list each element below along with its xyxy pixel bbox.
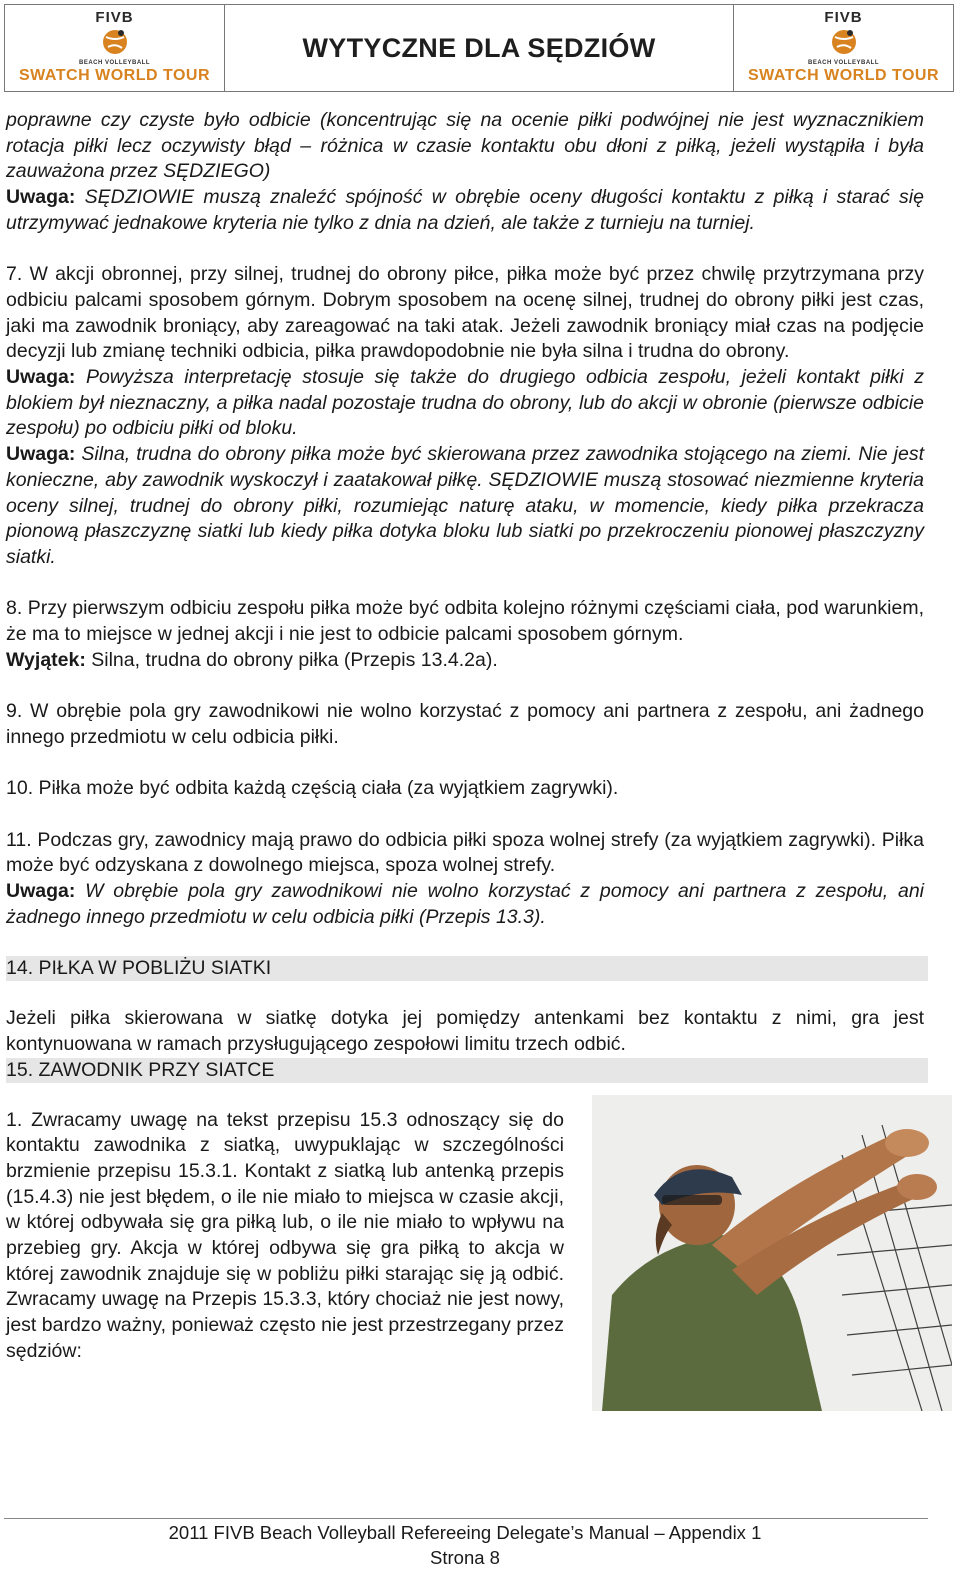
note-text: SĘDZIOWIE muszą znaleźć spójność w obrębie oceny długości kontaktu z piłką i starać się utrzymywać jednakowe kryteria nie tylko z dnia na dzień, ale także z turnieju na turniej. — [6, 186, 924, 234]
logo-subtitle: BEACH VOLLEYBALL — [79, 60, 150, 66]
item-7: 7. W akcji obronnej, przy silnej, trudnej do obrony piłce, piłka może być przez chwilę przytrzymana przy odbiciu palcami sposobem górnym. Dobrym sposobem na ocenę silnej, trudnej do obrony piłki jest czas, jaki ma zawodnik broniący, aby zareagować na taki atak. Jeżeli zawodnik broniący miał czas na podjęcie decyzji lub zmianę techniki odbicia, piłka prawdopodobnie nie była silna i trudna do obrony. — [6, 263, 924, 363]
note-label: Uwaga: — [6, 880, 76, 903]
page-footer — [0, 1520, 930, 1570]
section-15-content — [6, 1108, 924, 1411]
section-14-text: Jeżeli piłka skierowana w siatkę dotyka jej pomiędzy antenkami bez kontaktu z nimi, gra jest kontynuowana w ramach przysługującego zespołowi limitu trzech odbić. — [6, 1007, 924, 1055]
exception-label: Wyjątek: — [6, 648, 86, 671]
footer-manual-title: 2011 FIVB Beach Volleyball Refereeing Delegate’s Manual – Appendix 1 — [168, 1522, 762, 1543]
item-11: 11. Podczas gry, zawodnicy mają prawo do odbicia piłki spoza wolnej strefy (za wyjątkiem zagrywki). Piłka może być odzyskana z dowolnego miejsca, spoza wolnej strefy. — [6, 828, 924, 877]
document-body — [6, 108, 924, 1411]
note-paragraph — [6, 879, 924, 930]
footer-divider — [4, 1518, 928, 1519]
note-text: Powyższa interpretację stosuje się także do drugiego odbicia zespołu, jeżeli kontakt piłki z blokiem był nieznaczny, a piłka nadal pozostaje trudna do obrony, lub do akcji w obronie (pierwsze odbicie zespołu) po odbiciu piłki od bloku. — [6, 366, 924, 440]
logo-tour-text: SWATCH WORLD TOUR — [748, 67, 939, 84]
note-label: Uwaga: — [6, 443, 76, 466]
note-label: Uwaga: — [6, 366, 76, 389]
player-blocking-illustration — [592, 1095, 952, 1411]
item-10: 10. Piłka może być odbita każdą częścią ciała (za wyjątkiem zagrywki). — [6, 777, 619, 800]
logo-tour-text: SWATCH WORLD TOUR — [19, 67, 210, 84]
note-paragraph — [6, 185, 924, 236]
note-text: Silna, trudna do obrony piłka może być skierowana przez zawodnika stojącego na ziemi. Nie jest konieczne, aby zawodnik wyskoczył i zaatakował piłkę. SĘDZIOWIE muszą stosować niezmienne kryteria oceny silnej, trudnej do obrony piłki, rozumiejąc naturę ataku, w momencie, kiedy piłka przekracza pionową płaszczyznę siatki lub kiedy piłka dotyka bloku lub siatki po przekroczeniu pionowej płaszczyzny siatki. — [6, 443, 924, 568]
item-9: 9. W obrębie pola gry zawodnikowi nie wolno korzystać z pomocy ani partnera z zespołu, ani żadnego innego przedmiotu w celu odbicia piłki. — [6, 700, 924, 748]
exception-text: Silna, trudna do obrony piłka (Przepis 13.4.2a). — [85, 648, 498, 671]
note-text: W obrębie pola gry zawodnikowi nie wolno korzystać z pomocy ani partnera z zespołu, ani żadnego innego przedmiotu w celu odbicia piłki (Przepis 13.3). — [6, 880, 924, 928]
logo-subtitle: BEACH VOLLEYBALL — [808, 60, 879, 66]
exception-paragraph — [6, 648, 924, 674]
photo-player-at-net — [592, 1095, 952, 1411]
volleyball-player-icon — [829, 27, 859, 57]
volleyball-player-icon — [100, 27, 130, 57]
page-title: WYTYCZNE DLA SĘDZIÓW — [302, 32, 656, 63]
section-heading-15: 15. ZAWODNIK PRZY SIATCE — [6, 1058, 928, 1083]
note-paragraph — [6, 442, 924, 571]
item-8: 8. Przy pierwszym odbiciu zespołu piłka może być odbita kolejno różnymi częściami ciała, pod warunkiem, że ma to miejsce w jednej akcji i nie jest to odbicie palcami sposobem górnym. — [6, 597, 924, 646]
page-number: Strona 8 — [430, 1547, 500, 1568]
note-paragraph — [6, 365, 924, 442]
logo-left — [5, 5, 225, 91]
logo-right — [733, 5, 953, 91]
note-label: Uwaga: — [6, 186, 76, 209]
section-heading-14: 14. PIŁKA W POBLIŻU SIATKI — [6, 956, 928, 981]
paragraph-continuation: poprawne czy czyste było odbicie (koncentrując się na ocenie piłki podwójnej nie jest wyznacznikiem rotacja piłki lecz oczywisty błąd – różnica w czasie kontaktu obu dłoni z piłką, jeżeli wystąpiła i była zauważona przez SĘDZIEGO) — [6, 109, 924, 183]
section-15-item-1: 1. Zwracamy uwagę na tekst przepisu 15.3 odnoszący się do kontaktu zawodnika z siatką, uwypuklając w szczególności brzmienie przepisu 15.3.1. Kontakt z siatką lub antenką przepis (15.4.3) nie jest błędem, o ile nie miało to miejsca w czasie akcji, w której odbywała się gra piłką lub, o ile nie miało to wpływu na przebieg gry. Akcja w której odbywa się gra piłką to akcja w której zawodnik znajduje się w pobliżu piłki starając się ją odbić. Zwracamy uwagę na Przepis 15.3.3, który chociaż nie jest nowy, jest bardzo ważny, ponieważ często nie jest przestrzegany przez sędziów: — [6, 1108, 564, 1362]
logo-org-text: FIVB — [95, 9, 134, 26]
page-header — [4, 4, 954, 92]
logo-org-text: FIVB — [824, 9, 863, 26]
